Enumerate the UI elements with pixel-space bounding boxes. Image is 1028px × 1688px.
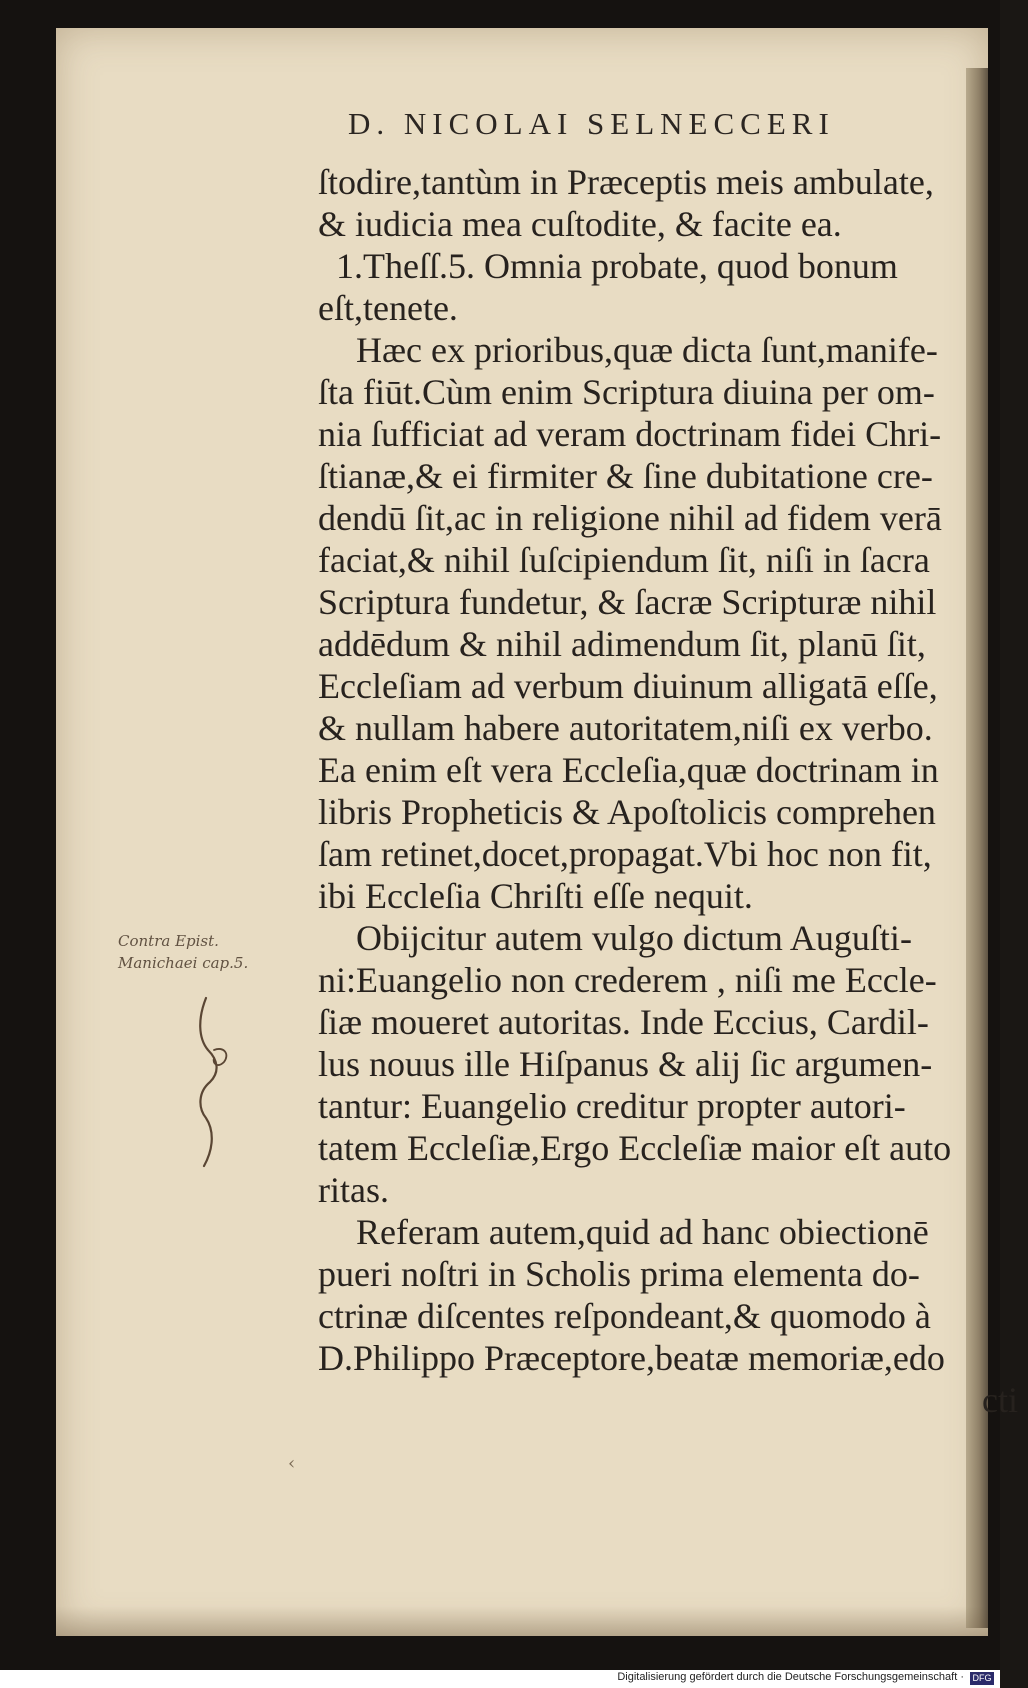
text-line: Hæc ex prioribus,quæ dicta ſunt,manife- [356, 330, 938, 370]
text-line: nia ſufficiat ad veram doctrinam fidei Chri- [318, 414, 942, 454]
text-line: ſam retinet,docet,propagat.Vbi hoc non fit, [318, 834, 932, 874]
running-head: D. NICOLAI SELNECCERI [348, 106, 835, 141]
text-line: Ea enim eſt vera Eccleſia,quæ doctrinam in [318, 750, 939, 790]
text-line: & nullam habere autoritatem,niſi ex verbo. [318, 708, 933, 748]
dfg-logo: DFG [970, 1672, 994, 1685]
text-line: 1.Theſſ.5. Omnia probate, quod bonum [336, 246, 898, 286]
body-text [318, 161, 1028, 1421]
book-page [56, 28, 1018, 1636]
text-line: faciat,& nihil ſuſcipiendum ſit, niſi in ſacra [318, 540, 930, 580]
text-line: ibi Eccleſia Chriſti eſſe nequit. [318, 876, 753, 916]
footer-credit: Digitalisierung gefördert durch die Deutsche Forschungsgemeinschaft · [617, 1671, 964, 1683]
text-line: tatem Eccleſiæ,Ergo Eccleſiæ maior eſt auto [318, 1128, 952, 1168]
text-line: Scriptura fundetur, & ſacræ Scripturæ nihil [318, 582, 937, 622]
catchword: cti [982, 1380, 1018, 1420]
text-line: ſtodire,tantùm in Præceptis meis ambulate, [318, 162, 934, 202]
text-line: dendū ſit,ac in religione nihil ad fidem verā [318, 498, 942, 538]
handwritten-bracket-icon [184, 988, 244, 1182]
text-line: pueri noſtri in Scholis prima elementa do- [318, 1254, 920, 1294]
text-line: & iudicia mea cuſtodite, & facite ea. [318, 204, 842, 244]
handwritten-marginalia [118, 930, 248, 974]
text-line: D.Philippo Præceptore,beatæ memoriæ,edo [318, 1338, 945, 1378]
text-line: ritas. [318, 1170, 389, 1210]
text-line: ni:Euangelio non crederem , niſi me Eccle- [318, 960, 937, 1000]
ink-speck-icon: ‹ [288, 1453, 296, 1474]
text-line: ſiæ moueret autoritas. Inde Eccius, Cardil- [318, 1002, 929, 1042]
text-line: ctrinæ diſcentes reſpondeant,& quomodo à [318, 1296, 931, 1336]
text-line: eſt,tenete. [318, 288, 458, 328]
page-shadow [56, 1606, 988, 1636]
text-line: Obijcitur autem vulgo dictum Auguſti- [356, 918, 912, 958]
text-line: ſta fiūt.Cùm enim Scriptura diuina per om- [318, 372, 935, 412]
text-line: libris Propheticis & Apoſtolicis comprehen [318, 792, 936, 832]
text-line: lus nouus ille Hiſpanus & alij ſic argumen- [318, 1044, 933, 1084]
footer-bar [0, 1670, 1000, 1688]
text-line: Referam autem,quid ad hanc obiectionē [356, 1212, 929, 1252]
text-line: ſtianæ,& ei firmiter & ſine dubitatione cre- [318, 456, 933, 496]
marginalia-line: Manichaei cap.5. [118, 954, 249, 972]
text-line: Eccleſiam ad verbum diuinum alligatā eſſe, [318, 666, 938, 706]
text-line: addēdum & nihil adimendum ſit, planū ſit, [318, 624, 926, 664]
marginalia-line: Contra Epist. [118, 932, 219, 950]
text-line: tantur: Euangelio creditur propter autori- [318, 1086, 906, 1126]
